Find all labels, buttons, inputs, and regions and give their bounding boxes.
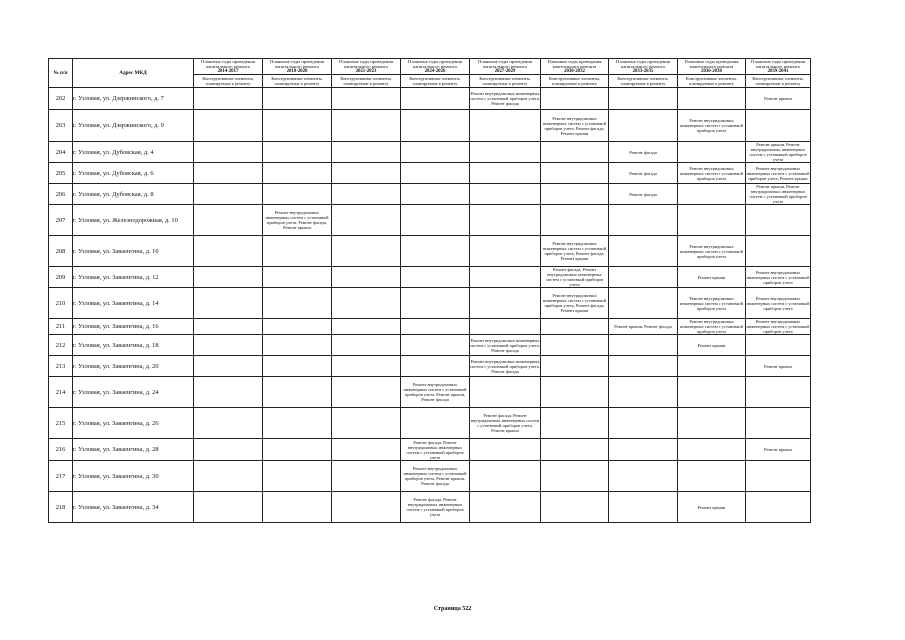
repair-cell: [194, 492, 263, 523]
repair-cell: [194, 88, 263, 110]
repair-cell: [470, 288, 541, 319]
repair-cell: [746, 110, 811, 142]
row-address: г. Узловая, ул. Заваенгина, д. 10: [73, 236, 194, 267]
period-subheader: Конструктивные элементы, планируемые к ремонту: [541, 75, 609, 88]
repair-cell: [609, 461, 678, 492]
repair-cell: [332, 163, 401, 184]
repair-cell: [470, 492, 541, 523]
repair-cell: [470, 205, 541, 236]
repair-cell: Ремонт внутридомовых инженерных систем с установкой приборов учета: [746, 288, 811, 319]
repair-cell: [746, 335, 811, 356]
row-address: г. Узловая, ул. Заваенгина, д. 34: [73, 492, 194, 523]
repair-cell: [332, 356, 401, 377]
repair-cell: [332, 88, 401, 110]
repair-cell: [541, 461, 609, 492]
period-header: [332, 59, 401, 75]
table-row: [49, 319, 811, 335]
row-number: 211: [49, 319, 73, 335]
repair-cell: [263, 236, 332, 267]
repair-cell: Ремонт внутридомовых инженерных систем с установкой приборов учета, Ремонт фасада: [470, 356, 541, 377]
period-subheader: Конструктивные элементы, планируемые к ремонту: [263, 75, 332, 88]
repair-cell: Ремонт внутридомовых инженерных систем с установкой приборов учета: [678, 163, 746, 184]
repair-cell: [401, 205, 470, 236]
repair-cell: [470, 461, 541, 492]
period-years: 2033-2035: [632, 69, 654, 74]
repair-cell: [541, 356, 609, 377]
repair-cell: [609, 288, 678, 319]
table-row: [49, 267, 811, 288]
period-header: [470, 59, 541, 75]
repair-cell: [678, 184, 746, 205]
repair-cell: [332, 439, 401, 461]
repair-cell: Ремонт внутридомовых инженерных систем с установкой приборов учета: [678, 288, 746, 319]
repair-cell: Ремонт внутридомовых инженерных систем с установкой приборов учета: [678, 110, 746, 142]
repair-cell: Ремонт крыши, Ремонт фасада: [609, 319, 678, 335]
table-row: [49, 356, 811, 377]
repair-cell: Ремонт внутридомовых инженерных систем с установкой приборов учета: [746, 319, 810, 334]
row-number: 208: [49, 236, 73, 267]
repair-cell: Ремонт крыши: [746, 88, 811, 110]
repair-cell: [332, 236, 401, 267]
repair-cell: [678, 461, 746, 492]
repair-cell: [332, 408, 401, 439]
period-subheader: Конструктивные элементы, планируемые к ремонту: [470, 75, 541, 88]
period-header: [609, 59, 678, 75]
repair-cell: [746, 236, 811, 267]
repair-cell: [194, 335, 263, 356]
repair-cell: [263, 356, 332, 377]
row-address: г. Узловая, ул. Заваенгина, д. 30: [73, 461, 194, 492]
repair-cell: [541, 439, 609, 461]
repair-cell: Ремонт внутридомовых инженерных систем с установкой приборов учета: [746, 267, 811, 288]
row-address: г. Узловая, ул. Дубовская, д. 6: [73, 163, 194, 184]
repair-cell: [609, 110, 678, 142]
row-number: 206: [49, 184, 73, 205]
period-header: [678, 59, 746, 75]
repair-cell: Ремонт крыши: [746, 356, 811, 377]
repair-cell: [194, 461, 263, 492]
repair-cell: Ремонт крыши: [678, 267, 746, 288]
repair-cell: Ремонт внутридомовых инженерных систем с установкой приборов учета: [678, 236, 746, 267]
repair-cell: Ремонт внутридомовых инженерных систем с установкой приборов учета, Ремонт фасада: [470, 88, 541, 110]
row-number: 212: [49, 335, 73, 356]
repair-cell: [263, 163, 332, 184]
row-address: г. Узловая, ул. Заваенгина, д. 12: [73, 267, 194, 288]
column-header-number: № п/п: [49, 59, 73, 88]
repair-cell: Ремонт внутридомовых инженерных систем с установкой приборов учета, Ремонт крыши, Ремонт фасада: [401, 461, 470, 492]
repair-cell: [401, 335, 470, 356]
period-title: Плановые годы проведения капитального ремонта: [408, 59, 462, 69]
row-address: г. Узловая, ул. Дубовская, д. 8: [73, 184, 194, 205]
period-years: 2018-2020: [286, 69, 308, 74]
row-address: г. Узловая, ул. Заваенгина, д. 20: [73, 356, 194, 377]
repair-cell: [194, 356, 263, 377]
repair-cell: [263, 142, 332, 163]
repair-cell: [541, 319, 609, 335]
repair-cell: Ремонт внутридомовых инженерных систем с установкой приборов учета, Ремонт фасада: [470, 335, 541, 356]
table-row: [49, 288, 811, 319]
table-row: [49, 377, 811, 408]
table-row: [49, 236, 811, 267]
repair-cell: [332, 110, 401, 142]
repair-cell: [609, 356, 678, 377]
row-number: 204: [49, 142, 73, 163]
period-subheader: Конструктивные элементы, планируемые к ремонту: [332, 75, 401, 88]
period-years: 2027-2029: [494, 69, 516, 74]
table-row: [49, 335, 811, 356]
repair-cell: [401, 356, 470, 377]
period-title: Плановые годы проведения капитального ремонта: [270, 59, 324, 69]
row-address: г. Узловая, ул. Заваенгина, д. 24: [73, 377, 194, 408]
period-header: [401, 59, 470, 75]
repair-cell: Ремонт крыши, Ремонт внутридомовых инженерных систем с установкой приборов учета: [746, 184, 811, 205]
repair-cell: [541, 163, 609, 184]
repair-cell: Ремонт фасада, Ремонт внутридомовых инженерных систем с установкой приборов учета: [401, 492, 470, 523]
period-subheader: Конструктивные элементы, планируемые к ремонту: [194, 75, 263, 88]
row-number: 210: [49, 288, 73, 319]
repair-cell: [541, 492, 609, 523]
repair-cell: [194, 205, 263, 236]
repair-cell: [263, 184, 332, 205]
row-address: г. Узловая, ул. Заваенгина, д. 26: [73, 408, 194, 439]
repair-cell: [401, 319, 470, 335]
row-number: 215: [49, 408, 73, 439]
repair-cell: [332, 184, 401, 205]
row-number: 216: [49, 439, 73, 461]
repair-cell: Ремонт внутридомовых инженерных систем с установкой приборов учета, Ремонт фасада, Ремонт крыши: [541, 236, 609, 267]
row-number: 209: [49, 267, 73, 288]
repair-cell: [609, 205, 678, 236]
repair-cell: [470, 142, 541, 163]
row-address: г. Узловая, ул. Дубовская, д. 4: [73, 142, 194, 163]
repair-cell: [332, 288, 401, 319]
repair-cell: [541, 205, 609, 236]
repair-cell: [263, 267, 332, 288]
period-title: Плановые годы проведения капитального ремонта: [478, 59, 532, 69]
repair-cell: Ремонт фасада, Ремонт внутридомовых инженерных систем с установкой приборов учета, Ремонт крыши: [470, 408, 541, 439]
repair-cell: [332, 461, 401, 492]
row-number: 214: [49, 377, 73, 408]
capital-repair-table: [48, 58, 811, 523]
row-number: 203: [49, 110, 73, 142]
repair-cell: [746, 461, 811, 492]
column-header-address: Адрес МКД: [73, 59, 194, 88]
repair-cell: Ремонт крыши: [746, 439, 811, 461]
repair-cell: [401, 110, 470, 142]
table-row: [49, 439, 811, 461]
repair-cell: [332, 319, 401, 335]
repair-cell: [263, 492, 332, 523]
repair-cell: [194, 236, 263, 267]
repair-cell: [332, 142, 401, 163]
repair-cell: [401, 288, 470, 319]
period-subheader: Конструктивные элементы, планируемые к ремонту: [609, 75, 678, 88]
repair-cell: [194, 288, 263, 319]
repair-cell: [541, 377, 609, 408]
repair-cell: Ремонт внутридомовых инженерных систем с установкой приборов учета: [678, 319, 746, 335]
repair-cell: [609, 377, 678, 408]
repair-cell: [194, 163, 263, 184]
table-row: [49, 142, 811, 163]
period-title: Плановые годы проведения капитального ремонта: [547, 59, 602, 69]
row-address: г. Узловая, ул. Заваенгина, д. 16: [73, 319, 194, 335]
repair-cell: [746, 377, 811, 408]
repair-cell: Ремонт внутридомовых инженерных систем с установкой приборов учета, Ремонт крыши, Ремонт фасада: [401, 377, 470, 408]
repair-cell: [263, 461, 332, 492]
repair-cell: [194, 319, 263, 335]
repair-cell: Ремонт фасада: [609, 142, 678, 163]
repair-cell: [746, 492, 811, 523]
repair-cell: [470, 184, 541, 205]
period-years: 2039-2041: [767, 69, 789, 74]
repair-cell: [401, 88, 470, 110]
period-title: Плановые годы проведения капитального ремонта: [751, 59, 805, 69]
repair-cell: [194, 439, 263, 461]
repair-cell: [541, 184, 609, 205]
repair-cell: [746, 205, 811, 236]
repair-cell: [263, 408, 332, 439]
table-row: [49, 205, 811, 236]
repair-cell: [332, 492, 401, 523]
repair-cell: [401, 184, 470, 205]
repair-cell: Ремонт внутридомовых инженерных систем с установкой приборов учета, Ремонт фасада, Ремонт крыши: [541, 288, 609, 319]
page-footer: Страница 522: [433, 606, 472, 612]
repair-cell: Ремонт крыши: [678, 492, 746, 523]
repair-cell: [609, 492, 678, 523]
repair-cell: [678, 88, 746, 110]
repair-cell: [332, 335, 401, 356]
repair-cell: [678, 439, 746, 461]
row-address: г. Узловая, ул. Заваенгина, д. 28: [73, 439, 194, 461]
repair-cell: [263, 335, 332, 356]
repair-cell: [401, 142, 470, 163]
repair-cell: [194, 377, 263, 408]
repair-cell: [263, 377, 332, 408]
repair-cell: [470, 110, 541, 142]
repair-cell: [470, 236, 541, 267]
repair-cell: [678, 377, 746, 408]
repair-cell: Ремонт фасада, Ремонт внутридомовых инженерных систем с установкой приборов учета: [541, 267, 609, 288]
row-number: 218: [49, 492, 73, 523]
repair-cell: Ремонт фасада: [609, 184, 678, 205]
period-years: 2030-2032: [564, 69, 585, 74]
repair-cell: Ремонт фасада: [609, 163, 678, 184]
repair-cell: [194, 184, 263, 205]
table-row: [49, 184, 811, 205]
row-address: г. Узловая, ул. Железнодорожная, д. 10: [73, 205, 194, 236]
period-subheader: Конструктивные элементы, планируемые к ремонту: [746, 75, 811, 88]
repair-cell: [678, 205, 746, 236]
table-row: [49, 492, 811, 523]
repair-cell: [609, 236, 678, 267]
repair-cell: [541, 335, 609, 356]
row-address: г. Узловая, ул. Дзержинского, д. 7: [73, 88, 194, 110]
repair-cell: [194, 267, 263, 288]
repair-cell: Ремонт фасада, Ремонт внутридомовых инженерных систем с установкой приборов учета: [401, 439, 470, 461]
table-row: [49, 88, 811, 110]
period-years: 2021-2023: [355, 69, 377, 74]
table-row: [49, 163, 811, 184]
repair-cell: [609, 88, 678, 110]
repair-cell: [401, 267, 470, 288]
repair-cell: [541, 88, 609, 110]
repair-cell: Ремонт крыши, Ремонт внутридомовых инженерных систем с установкой приборов учета: [746, 142, 811, 163]
repair-cell: [263, 288, 332, 319]
repair-cell: [609, 267, 678, 288]
repair-cell: Ремонт внутридомовых инженерных систем с установкой приборов учета, Ремонт крыши: [746, 163, 811, 184]
row-number: 205: [49, 163, 73, 184]
repair-cell: [746, 408, 811, 439]
row-number: 207: [49, 205, 73, 236]
repair-cell: [263, 319, 332, 335]
repair-cell: [263, 88, 332, 110]
period-subheader: Конструктивные элементы, планируемые к ремонту: [678, 75, 746, 88]
repair-cell: [609, 335, 678, 356]
period-years: 2024-2026: [424, 69, 446, 74]
repair-cell: [263, 439, 332, 461]
table-row: [49, 408, 811, 439]
table-row: [49, 461, 811, 492]
repair-cell: [678, 356, 746, 377]
repair-cell: [678, 142, 746, 163]
repair-cell: [678, 408, 746, 439]
period-subheader: Конструктивные элементы, планируемые к ремонту: [401, 75, 470, 88]
repair-cell: [401, 163, 470, 184]
period-title: Плановые годы проведения капитального ремонта: [339, 59, 393, 69]
repair-cell: [332, 205, 401, 236]
repair-cell: [541, 142, 609, 163]
repair-cell: [470, 267, 541, 288]
repair-cell: [541, 408, 609, 439]
period-header: [541, 59, 609, 75]
repair-cell: [194, 408, 263, 439]
repair-cell: Ремонт крыши: [678, 335, 746, 356]
repair-cell: [470, 163, 541, 184]
repair-cell: [194, 110, 263, 142]
repair-cell: [470, 319, 541, 335]
period-title: Плановые годы проведения капитального ремонта: [201, 59, 255, 69]
row-number: 213: [49, 356, 73, 377]
repair-cell: [332, 377, 401, 408]
repair-cell: [470, 439, 541, 461]
repair-cell: [194, 142, 263, 163]
row-number: 217: [49, 461, 73, 492]
repair-cell: [332, 267, 401, 288]
repair-cell: [470, 377, 541, 408]
repair-cell: [609, 439, 678, 461]
repair-cell: [263, 110, 332, 142]
repair-cell: Ремонт внутридомовых инженерных систем с установкой приборов учета, Ремонт фасада, Ремонт крыши: [541, 110, 609, 142]
row-address: г. Узловая, ул. Заваенгина, д. 18: [73, 335, 194, 356]
period-header: [194, 59, 263, 75]
period-years: 2036-2038: [701, 69, 722, 74]
period-header: [263, 59, 332, 75]
table-row: [49, 110, 811, 142]
row-address: г. Узловая, ул. Дзержинского, д. 9: [73, 110, 194, 142]
period-header: [746, 59, 811, 75]
repair-cell: Ремонт внутридомовых инженерных систем с установкой приборов учета, Ремонт фасада, Ремонт крыши: [263, 205, 332, 236]
row-number: 202: [49, 88, 73, 110]
period-years: 2014-2017: [217, 69, 239, 74]
repair-cell: [401, 408, 470, 439]
repair-cell: [609, 408, 678, 439]
period-title: Плановые годы проведения капитального ремонта: [684, 59, 739, 69]
row-address: г. Узловая, ул. Заваенгина, д. 14: [73, 288, 194, 319]
repair-cell: [401, 236, 470, 267]
period-title: Плановые годы проведения капитального ремонта: [616, 59, 670, 69]
